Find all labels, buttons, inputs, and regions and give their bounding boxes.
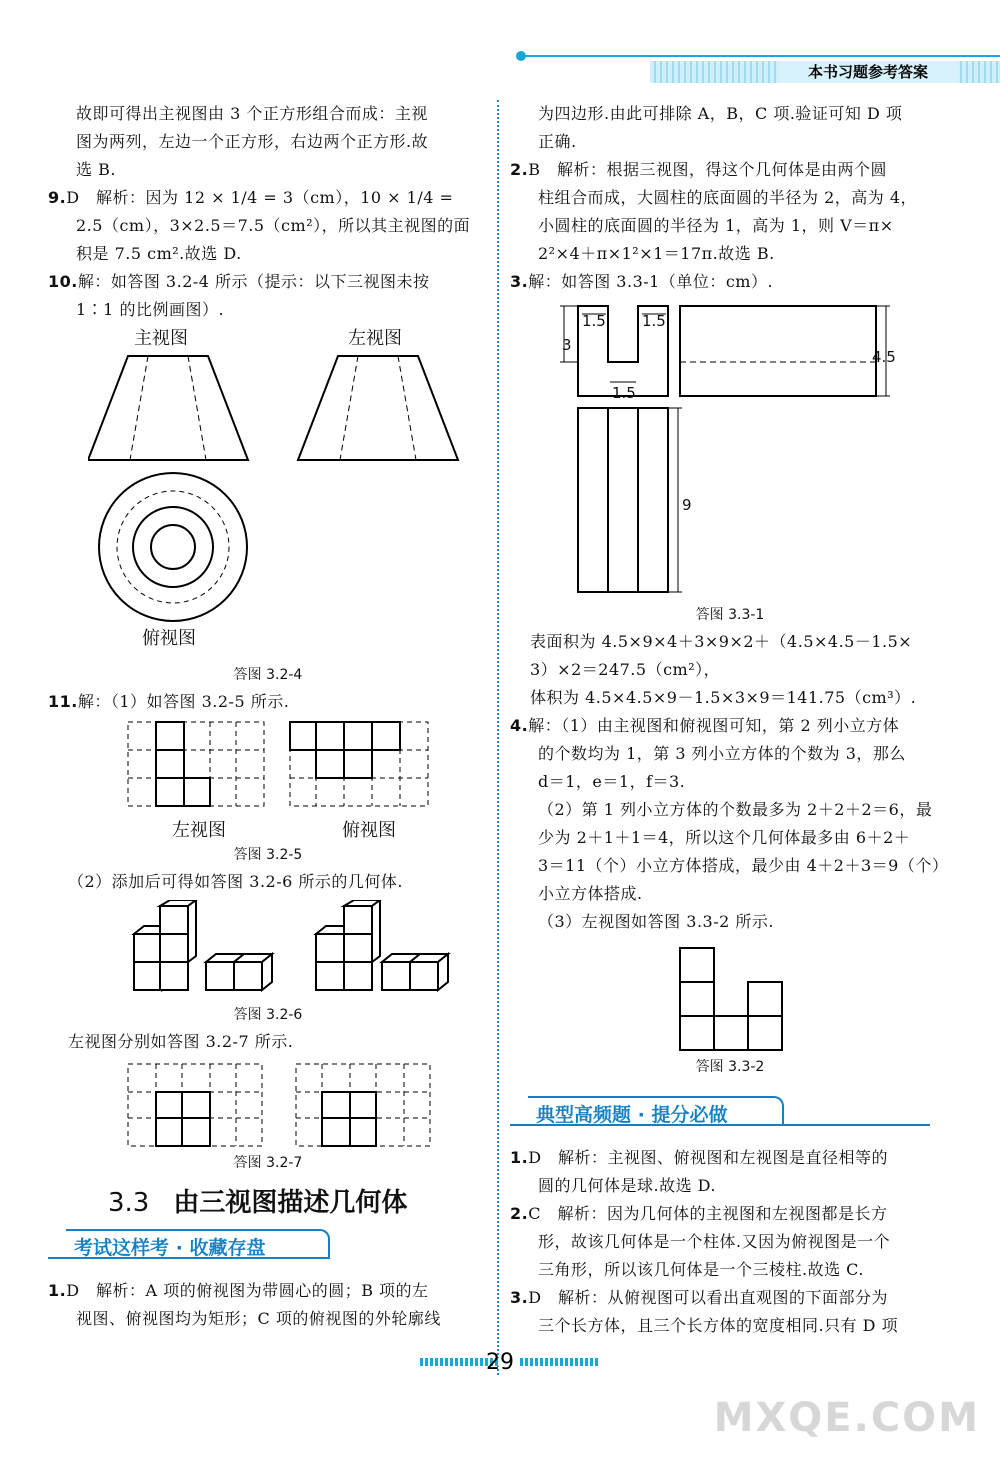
text-line: 3）×2＝247.5（cm²）， bbox=[530, 660, 721, 679]
question-b1 bbox=[48, 1277, 488, 1305]
dimension-label: 1.5 bbox=[612, 384, 636, 402]
question-3 bbox=[510, 268, 950, 296]
question-c3 bbox=[510, 1284, 950, 1312]
grid-views bbox=[126, 720, 526, 812]
header-dot-icon bbox=[516, 51, 526, 61]
question-number: 1. bbox=[510, 1148, 529, 1167]
text-line: B 解析：根据三视图，得这个几何体是由两个圆 bbox=[528, 160, 887, 179]
dimension-label: 9 bbox=[682, 496, 692, 514]
text-line: 小立方体搭成. bbox=[538, 884, 643, 903]
question-number: 3. bbox=[510, 272, 529, 291]
text-line: D 解析：A 项的俯视图为带圆心的圆；B 项的左 bbox=[66, 1281, 429, 1300]
dimension-label: 3 bbox=[562, 336, 572, 354]
figure-caption: 答图 3.2-7 bbox=[233, 1155, 303, 1171]
text-line: 表面积为 4.5×9×4＋3×9×2＋（4.5×4.5－1.5× bbox=[530, 632, 913, 651]
trapezoid-views bbox=[88, 350, 508, 465]
text-line: 解：如答图 3.2-4 所示（提示：以下三视图未按 bbox=[77, 272, 430, 291]
top-view-circles bbox=[98, 472, 258, 622]
question-number: 1. bbox=[48, 1281, 67, 1300]
question-number: 2. bbox=[510, 1204, 529, 1223]
badge-text: 考试这样考 · 收藏存盘 bbox=[74, 1237, 266, 1259]
text-line: 2.5（cm），3×2.5＝7.5（cm²），所以其主视图的面 bbox=[76, 216, 471, 235]
figure-3-2-4 bbox=[48, 324, 488, 654]
figure-caption: 答图 3.3-2 bbox=[695, 1059, 765, 1075]
watermark: MXQE.COM bbox=[713, 1395, 980, 1441]
text-line: 解：（1）如答图 3.2-5 所示. bbox=[77, 692, 290, 711]
text-line: 选 B. bbox=[76, 160, 116, 179]
figure-caption: 答图 3.2-5 bbox=[233, 847, 303, 863]
text-line: 左视图分别如答图 3.2-7 所示. bbox=[68, 1032, 294, 1051]
header-title: 本书习题参考答案 bbox=[778, 61, 958, 83]
section-title bbox=[108, 1182, 488, 1219]
text-line: D 解析：因为 12 × 1/4 = 3（cm），10 × 1/4 = bbox=[66, 188, 454, 207]
text-line: 圆的几何体是球.故选 D. bbox=[538, 1176, 717, 1195]
front-view-label: 主视图 bbox=[134, 328, 188, 349]
figure-3-3-2-left-view bbox=[678, 946, 788, 1054]
question-10 bbox=[48, 268, 488, 296]
side-view-rect bbox=[680, 306, 876, 396]
top-view-label: 俯视图 bbox=[342, 820, 396, 841]
question-2 bbox=[510, 156, 950, 184]
text-line: 正确. bbox=[538, 132, 577, 151]
text-line: 少为 2＋1＋1＝4，所以这个几何体最多由 6＋2＋ bbox=[538, 828, 911, 847]
top-view-label: 俯视图 bbox=[142, 628, 196, 649]
figure-3-2-6-cubes bbox=[126, 900, 466, 1002]
text-line: （2）第 1 列小立方体的个数最多为 2＋2＋2＝6，最 bbox=[538, 800, 933, 819]
text-line: d＝1，e＝1，f＝3. bbox=[538, 772, 686, 791]
text-line: 体积为 4.5×4.5×9－1.5×3×9＝141.75（cm³）. bbox=[530, 688, 917, 707]
text-line: （2）添加后可得如答图 3.2-6 所示的几何体. bbox=[68, 872, 403, 891]
text-line: 故即可得出主视图由 3 个正方形组合而成：主视 bbox=[76, 104, 428, 123]
dimension-label: 1.5 bbox=[642, 312, 666, 330]
hidden-line bbox=[398, 356, 416, 460]
page-number: 29 bbox=[486, 1350, 514, 1375]
question-number: 11. bbox=[48, 692, 78, 711]
text-line: 解：如答图 3.3-1（单位：cm）. bbox=[528, 272, 774, 291]
text-line: 视图、俯视图均为矩形；C 项的俯视图的外轮廓线 bbox=[76, 1309, 441, 1328]
header-line bbox=[520, 55, 1000, 57]
text-line: 积是 7.5 cm².故选 D. bbox=[76, 244, 242, 263]
hidden-line bbox=[340, 356, 358, 460]
question-c2 bbox=[510, 1200, 950, 1228]
text-line: D 解析：主视图、俯视图和左视图是直径相等的 bbox=[528, 1148, 889, 1167]
left-view-trapezoid bbox=[298, 356, 458, 460]
hidden-line bbox=[130, 356, 148, 460]
question-number: 9. bbox=[48, 188, 67, 207]
text-line: 三个长方体，且三个长方体的宽度相同.只有 D 项 bbox=[538, 1316, 899, 1335]
question-number: 10. bbox=[48, 272, 78, 291]
left-column bbox=[48, 100, 488, 1333]
section-number: 3.3 bbox=[108, 1188, 150, 1218]
dimension-label: 4.5 bbox=[872, 348, 896, 366]
figure-caption: 答图 3.2-4 bbox=[233, 667, 303, 683]
section-badge bbox=[510, 1094, 950, 1134]
hidden-line bbox=[188, 356, 206, 460]
question-11 bbox=[48, 688, 488, 716]
top-view-rect bbox=[578, 408, 668, 592]
text-line: 柱组合而成，大圆柱的底面圆的半径为 2，高为 4， bbox=[538, 188, 918, 207]
text-line: 形，故该几何体是一个柱体.又因为俯视图是一个 bbox=[538, 1232, 891, 1251]
figure-caption: 答图 3.3-1 bbox=[695, 607, 765, 623]
question-c1 bbox=[510, 1144, 950, 1172]
text-line: 图为两列，左边一个正方形，右边两个正方形.故 bbox=[76, 132, 429, 151]
page-header bbox=[520, 55, 1000, 85]
text-line: 1∶1 的比例画图）. bbox=[76, 300, 225, 319]
front-view-trapezoid bbox=[88, 356, 248, 460]
figure-3-2-5 bbox=[48, 716, 488, 842]
question-number: 4. bbox=[510, 716, 529, 735]
badge-text: 典型高频题 · 提分必做 bbox=[536, 1104, 728, 1126]
question-number: 3. bbox=[510, 1288, 529, 1307]
left-view-label: 左视图 bbox=[348, 328, 402, 349]
left-view-label: 左视图 bbox=[172, 820, 226, 841]
page-number-decor bbox=[520, 1358, 600, 1366]
figure-3-3-1 bbox=[510, 296, 950, 626]
text-line: 三角形，所以该几何体是一个三棱柱.故选 C. bbox=[538, 1260, 864, 1279]
section-badge bbox=[48, 1227, 488, 1267]
text-line: 2²×4＋π×1²×1＝17π.故选 B. bbox=[538, 244, 775, 263]
dimension-label: 1.5 bbox=[582, 312, 606, 330]
section-heading: 由三视图描述几何体 bbox=[173, 1188, 408, 1218]
text-line: 小圆柱的底面圆的半径为 1，高为 1，则 V＝π× bbox=[538, 216, 894, 235]
question-9 bbox=[48, 184, 488, 212]
question-4 bbox=[510, 712, 950, 740]
text-line: D 解析：从俯视图可以看出直观图的下面部分为 bbox=[528, 1288, 889, 1307]
figure-caption: 答图 3.2-6 bbox=[233, 1007, 303, 1023]
text-line: 的个数均为 1，第 3 列小立方体的个数为 3，那么 bbox=[538, 744, 906, 763]
text-line: 为四边形.由此可排除 A，B，C 项.验证可知 D 项 bbox=[538, 104, 903, 123]
text-line: 解：（1）由主视图和俯视图可知，第 2 列小立方体 bbox=[528, 716, 900, 735]
question-number: 2. bbox=[510, 160, 529, 179]
text-line: 3＝11（个）小立方体搭成，最少由 4＋2＋3＝9（个） bbox=[538, 856, 949, 875]
right-column bbox=[510, 100, 950, 1340]
figure-3-2-7-grids bbox=[126, 1062, 446, 1150]
text-line: （3）左视图如答图 3.3-2 所示. bbox=[538, 912, 774, 931]
text-line: C 解析：因为几何体的主视图和左视图都是长方 bbox=[528, 1204, 888, 1223]
